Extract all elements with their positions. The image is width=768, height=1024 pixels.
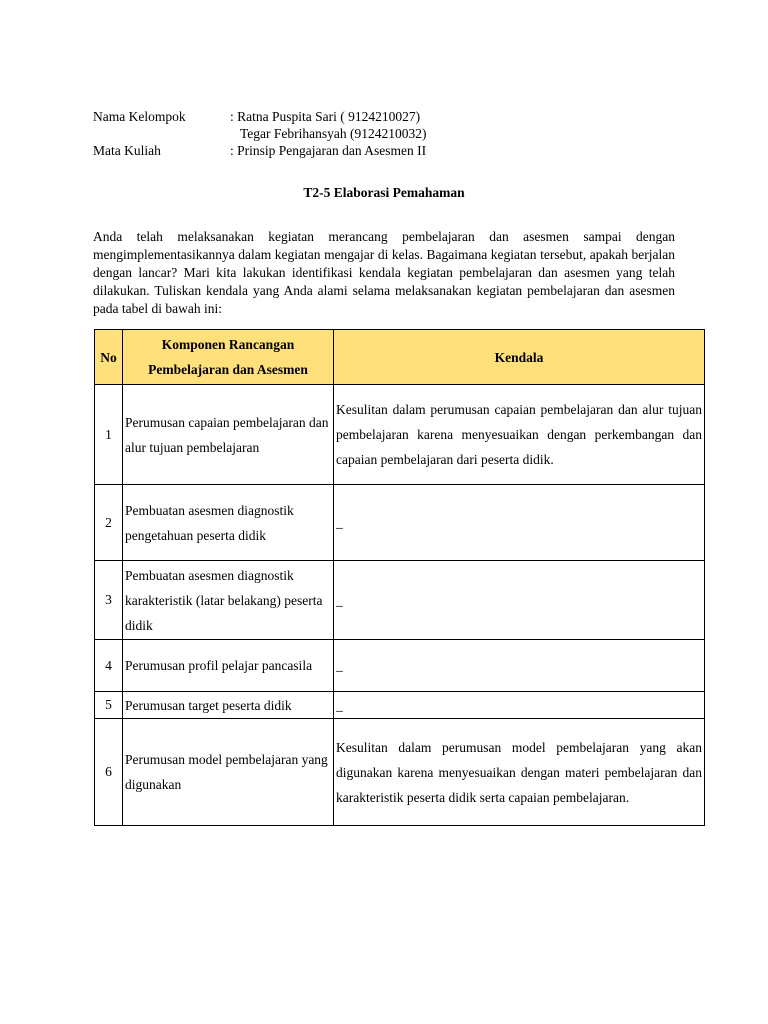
komponen-cell: Perumusan target peserta didik [123,692,334,719]
komponen-cell: Pembuatan asesmen diagnostik karakteristik (latar belakang) peserta didik [123,561,334,640]
table-row [95,385,705,485]
table-row [95,485,705,561]
komponen-cell: Perumusan capaian pembelajaran dan alur tujuan pembelajaran [123,385,334,485]
nama-kelompok-row-2 [93,125,673,142]
intro-paragraph: Anda telah melaksanakan kegiatan merancang pembelajaran dan asesmen sampai dengan mengimplementasikannya dalam kegiatan mengajar di kelas. Bagaimana kegiatan tersebut, apakah berjalan dengan lancar? Mari kita lakukan identifikasi kendala kegiatan pembelajaran dan asesmen yang telah dilakukan. Tuliskan kendala yang Anda alami selama melaksanakan kegiatan pembelajaran dan asesmen pada tabel di bawah ini: [93,229,675,316]
header-no: No [95,330,123,385]
nama-kelompok-value: : Ratna Puspita Sari ( 9124210027) [230,109,421,124]
nama-kelompok-row [93,108,673,125]
kendala-table [94,329,705,826]
row-number: 4 [95,640,123,692]
document-title: T2-5 Elaborasi Pemahaman [303,185,465,200]
table-header-row [95,330,705,385]
nama-kelompok-value-2: Tegar Febrihansyah (9124210032) [240,126,427,141]
nama-kelompok-label: Nama Kelompok [93,109,186,124]
mata-kuliah-value: : Prinsip Pengajaran dan Asesmen II [230,143,427,158]
kendala-cell: _ [334,692,705,719]
table-row [95,561,705,640]
row-number: 5 [95,692,123,719]
row-number: 6 [95,719,123,826]
table-row [95,719,705,826]
kendala-cell: _ [334,485,705,561]
table-row [95,692,705,719]
header-komponen: Komponen Rancangan Pembelajaran dan Asesmen [123,330,334,385]
header-kendala: Kendala [334,330,705,385]
kendala-cell: _ [334,640,705,692]
kendala-cell: Kesulitan dalam perumusan capaian pembelajaran dan alur tujuan pembelajaran karena menyesuaikan dengan perkembangan dan capaian pembelajaran dari peserta didik. [334,385,705,485]
row-number: 2 [95,485,123,561]
mata-kuliah-row [93,142,673,159]
kendala-cell: Kesulitan dalam perumusan model pembelajaran yang akan digunakan karena menyesuaikan dengan materi pembelajaran dan karakteristik peserta didik serta capaian pembelajaran. [334,719,705,826]
row-number: 3 [95,561,123,640]
komponen-cell: Perumusan profil pelajar pancasila [123,640,334,692]
nama-kelompok-spacer [93,125,230,142]
mata-kuliah-label: Mata Kuliah [93,143,161,158]
row-number: 1 [95,385,123,485]
group-info [93,108,673,159]
komponen-cell: Perumusan model pembelajaran yang digunakan [123,719,334,826]
kendala-cell: _ [334,561,705,640]
table-row [95,640,705,692]
komponen-cell: Pembuatan asesmen diagnostik pengetahuan peserta didik [123,485,334,561]
